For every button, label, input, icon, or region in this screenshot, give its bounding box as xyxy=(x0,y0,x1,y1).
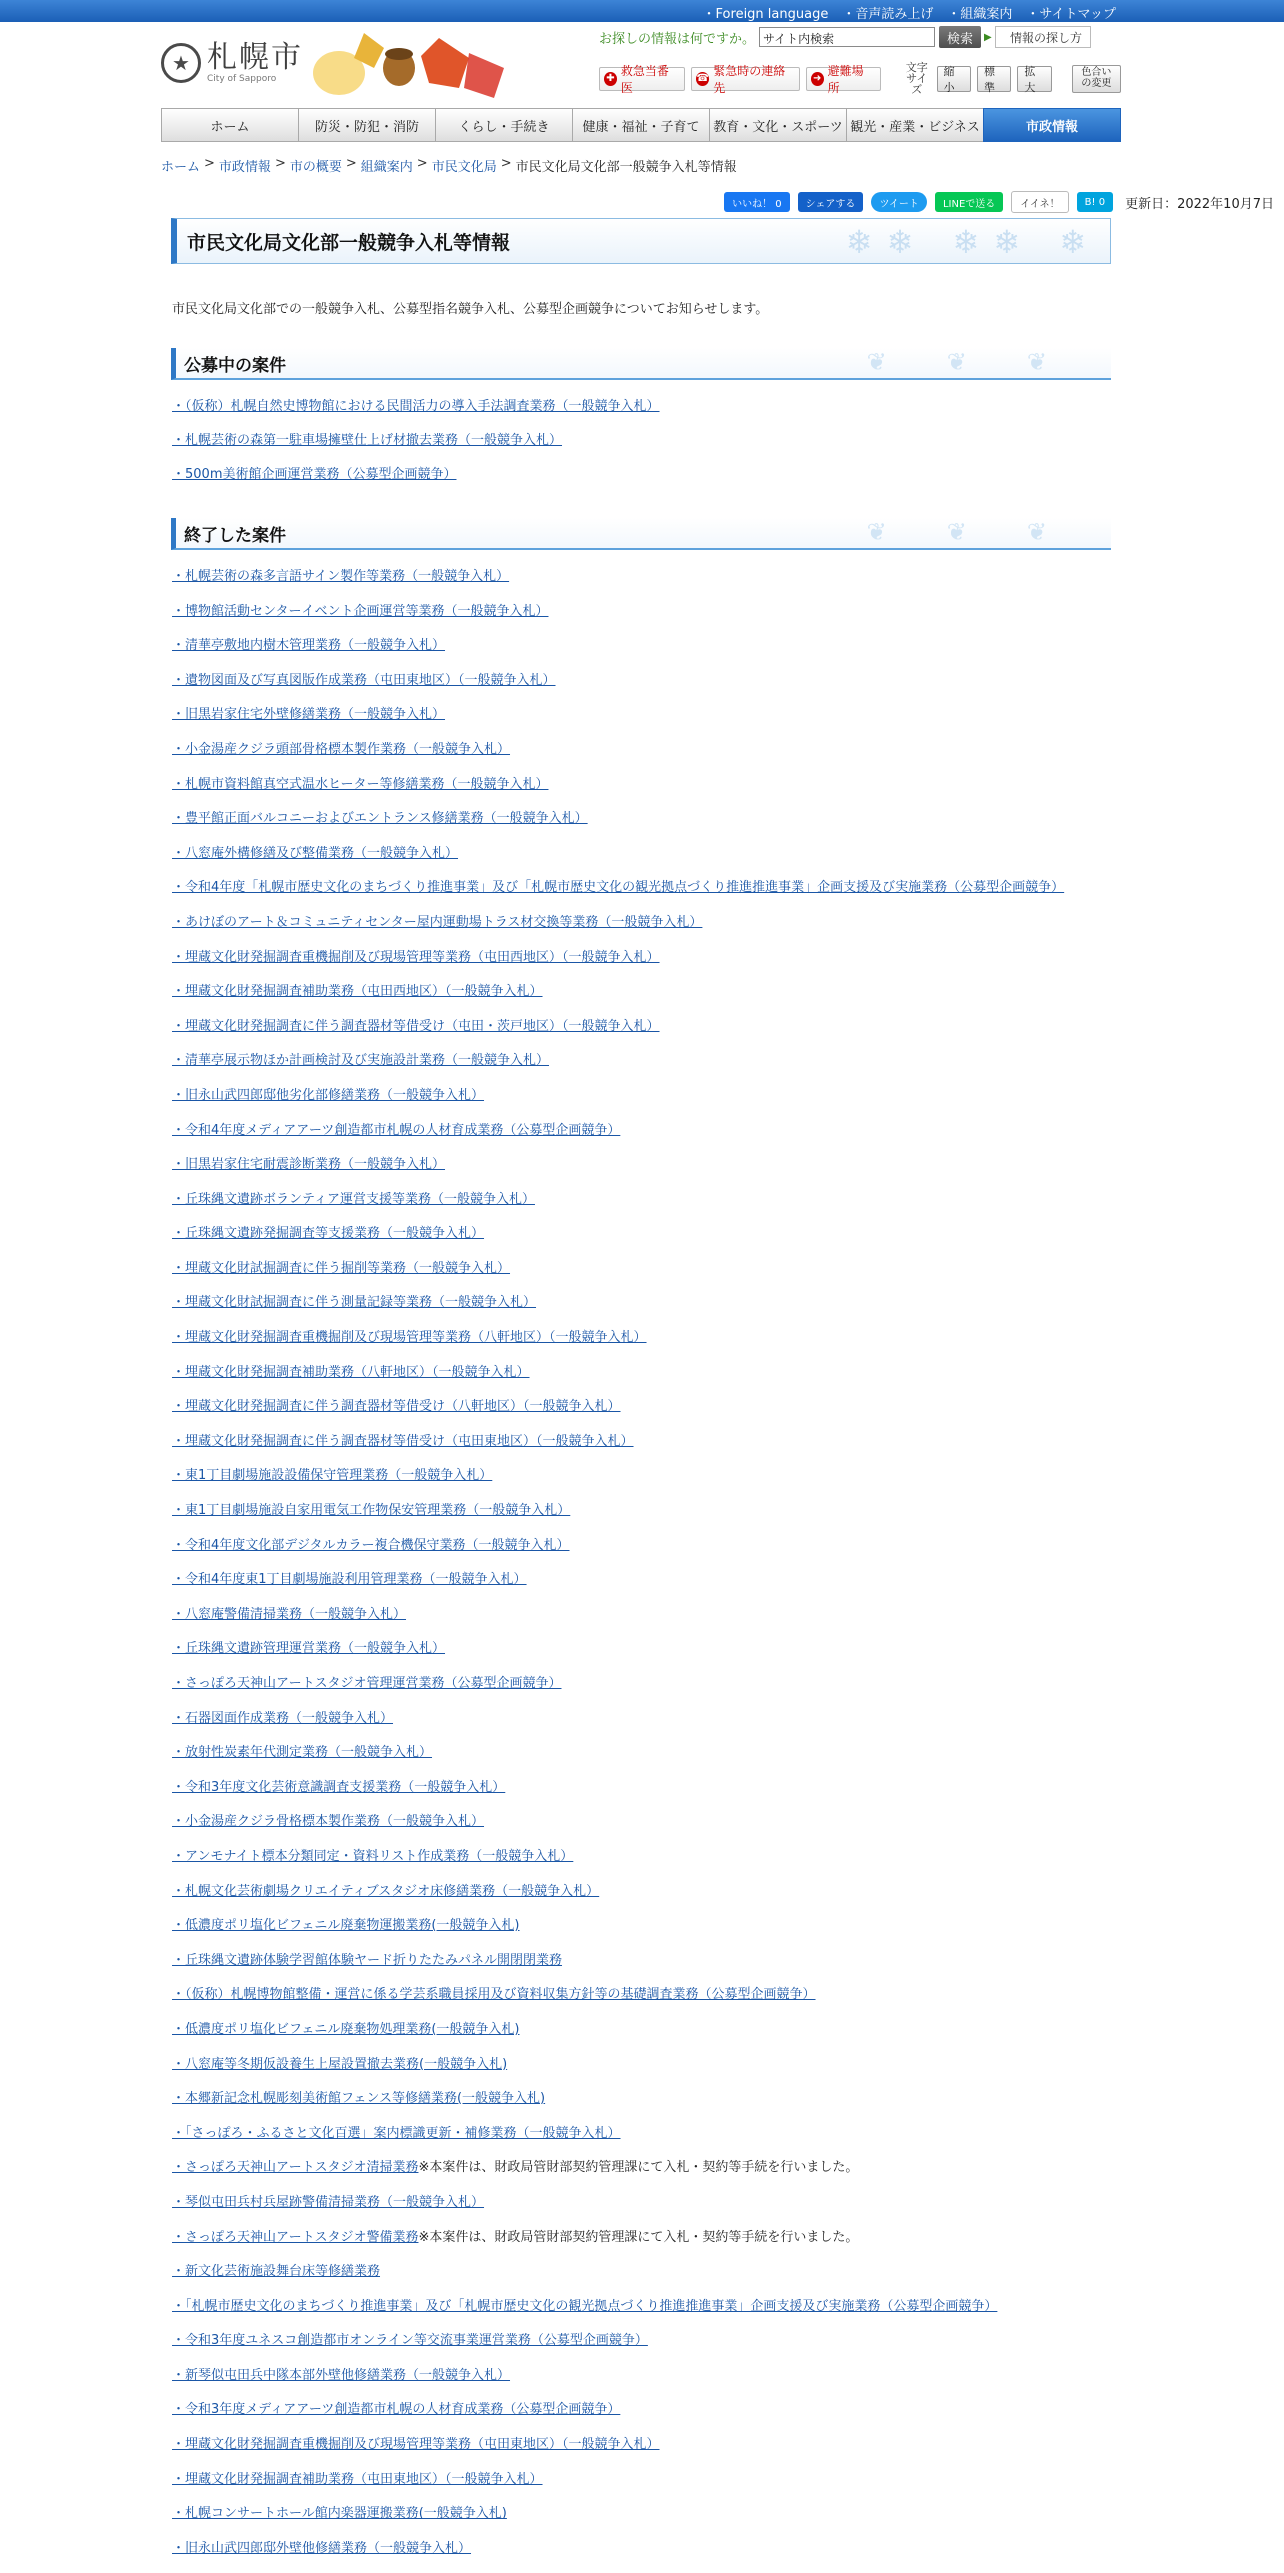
utility-link[interactable]: ・ Foreign language xyxy=(703,3,829,22)
closed-item-link[interactable]: ・埋蔵文化財発掘調査に伴う調査器材等借受け（屯田東地区）（一般競争入札） xyxy=(172,1433,634,1449)
utility-link[interactable]: ・ 音声読み上げ xyxy=(842,3,933,22)
facebook-share-button[interactable]: シェアする xyxy=(798,192,864,212)
closed-item-link[interactable]: ・埋蔵文化財発掘調査重機掘削及び現場管理等業務（屯田東地区）（一般競争入札） xyxy=(172,2437,660,2453)
nav-item[interactable]: 観光・産業・ビジネス xyxy=(846,108,983,142)
list-item xyxy=(172,1916,1112,1936)
nav-item[interactable]: ホーム xyxy=(161,108,298,142)
open-item-link[interactable]: ・500m美術館企画運営業務（公募型企画競争） xyxy=(172,467,457,482)
closed-item-link[interactable]: ・丘珠縄文遺跡ボランティア運営支援等業務（一般競争入札） xyxy=(172,1191,535,1207)
closed-item-link[interactable]: ・埋蔵文化財試掘調査に伴う掘削等業務（一般競争入札） xyxy=(172,1260,511,1276)
search-prompt: お探しの情報は何ですか。 xyxy=(599,31,756,47)
list-item xyxy=(172,2124,1112,2144)
logo-ja: 札幌市 xyxy=(207,40,303,75)
closed-item-link[interactable]: ・さっぽろ天神山アートスタジオ管理運営業務（公募型企画競争） xyxy=(172,1676,562,1691)
closed-item-link[interactable]: ・低濃度ポリ塩化ビフェニル廃棄物運搬業務(一般競争入札) xyxy=(172,1918,520,1934)
list-item xyxy=(172,1121,1112,1141)
section-closed-heading: 終了した案件 ❦❦❦ xyxy=(171,518,1111,550)
evacuation-icon: ➜ xyxy=(811,72,824,86)
closed-item-link[interactable]: ・新琴似屯田兵中隊本部外壁他修繕業務（一般競争入札） xyxy=(172,2367,511,2383)
nav-item[interactable]: 防災・防犯・消防 xyxy=(298,108,435,142)
closed-item-link[interactable]: ・令和4年度メディアアーツ創造都市札幌の人材育成業務（公募型企画競争） xyxy=(172,1122,621,1138)
facebook-like-button[interactable]: いいね！ 0 xyxy=(724,192,790,212)
closed-item-link[interactable]: ・埋蔵文化財試掘調査に伴う測量記録等業務（一般競争入札） xyxy=(172,1295,537,1311)
list-item xyxy=(172,636,1112,656)
list-item xyxy=(172,1051,1112,1071)
list-item xyxy=(172,2435,1112,2455)
list-item xyxy=(172,982,1112,1002)
list-item xyxy=(172,1397,1112,1417)
text-size-label: 文字サイズ xyxy=(905,61,928,96)
closed-item-link[interactable]: ・アンモナイト標本分類同定・資料リスト作成業務（一般競争入札） xyxy=(172,1848,574,1864)
search-button[interactable]: 検索 xyxy=(939,26,981,48)
list-item xyxy=(172,431,1112,451)
breadcrumb-separator: > xyxy=(416,156,428,171)
breadcrumb xyxy=(161,156,1121,175)
updated-date: 更新日：2022年10月7日 xyxy=(1125,196,1274,212)
closed-item-link[interactable]: ・石器図面作成業務（一般競争入札） xyxy=(172,1710,394,1726)
page-title: 市民文化局文化部一般競争入札等情報 ❄❄ ❄❄ ❄ xyxy=(171,218,1111,264)
list-item xyxy=(172,948,1112,968)
closed-item-link[interactable]: ・さっぽろ天神山アートスタジオ清掃業務 xyxy=(172,2160,419,2176)
closed-item-link[interactable]: ・令和4年度文化部デジタルカラー複合機保守業務（一般競争入札） xyxy=(172,1537,570,1553)
nav-item[interactable]: 市政情報 xyxy=(983,108,1121,142)
intro-text: 市民文化局文化部での一般競争入札、公募型指名競争入札、公募型企画競争についてお知らせします。 xyxy=(172,302,769,317)
snowflake-decoration-icon: ❄❄ ❄❄ ❄ xyxy=(845,223,1100,261)
list-item xyxy=(172,1709,1112,1729)
list-item xyxy=(172,809,1112,829)
utility-bar xyxy=(0,0,1284,22)
list-item xyxy=(172,1293,1112,1313)
logo-en: City of Sapporo xyxy=(207,74,277,84)
list-item xyxy=(172,567,1112,587)
list-item xyxy=(172,1328,1112,1348)
list-item xyxy=(172,1224,1112,1244)
list-item xyxy=(172,2366,1112,2386)
list-item xyxy=(172,1570,1112,1590)
open-item-link[interactable]: ・札幌芸術の森第一駐車場擁壁仕上げ材撤去業務（一般競争入札） xyxy=(172,433,563,448)
closed-item-link[interactable]: ・さっぽろ天神山アートスタジオ警備業務 xyxy=(172,2229,419,2245)
item-note: ※本案件は、財政局管財部契約管理課にて入札・契約等手続を行いました。 xyxy=(418,2160,859,2176)
list-item xyxy=(172,740,1112,760)
closed-item-link[interactable]: ・丘珠縄文遺跡発掘調査等支援業務（一般競争入札） xyxy=(172,1226,485,1242)
hatena-bookmark-button[interactable]: B! 0 xyxy=(1077,192,1113,212)
nav-item[interactable]: くらし・手続き xyxy=(435,108,572,142)
list-item xyxy=(172,2504,1112,2524)
emergency-contact-button[interactable]: ☎ 緊急時の連絡先 xyxy=(691,67,799,91)
search-area xyxy=(599,26,1091,48)
list-item xyxy=(172,602,1112,622)
list-item xyxy=(172,1086,1112,1106)
closed-item-link[interactable]: ・埋蔵文化財発掘調査重機掘削及び現場管理等業務（八軒地区）（一般競争入札） xyxy=(172,1330,647,1346)
nav-item[interactable]: 教育・文化・スポーツ xyxy=(709,108,846,142)
closed-item-link[interactable]: ・「札幌市歴史文化のまちづくり推進事業」及び「札幌市歴史文化の観光拠点づくり推進推進事業」企画支援及び実施業務（公募型企画競争） xyxy=(172,2298,998,2314)
list-item xyxy=(172,1190,1112,1210)
evacuation-button[interactable]: ➜ 避難場所 xyxy=(806,67,881,91)
tweet-button[interactable]: ツイート xyxy=(871,192,927,212)
list-item xyxy=(172,844,1112,864)
autumn-leaves-icon xyxy=(309,28,509,108)
breadcrumb-link[interactable]: 市の概要 xyxy=(289,160,342,175)
closed-item-link[interactable]: ・令和3年度メディアアーツ創造都市札幌の人材育成業務（公募型企画競争） xyxy=(172,2402,621,2418)
list-item xyxy=(172,2228,1112,2248)
open-item-link[interactable]: ・（仮称）札幌自然史博物館における民間活力の導入手法調査業務（一般競争入札） xyxy=(172,399,660,414)
closed-item-link[interactable]: ・札幌文化芸術劇場クリエイティブスタジオ床修繕業務（一般競争入札） xyxy=(172,1883,600,1899)
closed-item-link[interactable]: ・東1丁目劇場施設設備保守管理業務（一般競争入札） xyxy=(172,1468,493,1484)
list-item xyxy=(172,2262,1112,2282)
section-open-heading: 公募中の案件 ❦❦❦ xyxy=(171,348,1111,380)
closed-item-link[interactable]: ・札幌市資料館真空式温水ヒーター等修繕業務（一般競争入札） xyxy=(172,776,549,792)
list-item xyxy=(172,775,1112,795)
global-nav xyxy=(161,108,1121,144)
list-item xyxy=(172,1363,1112,1383)
site-logo[interactable] xyxy=(161,42,303,84)
list-item xyxy=(172,1812,1112,1832)
list-item xyxy=(172,1847,1112,1867)
closed-item-link[interactable]: ・旧黒岩家住宅外壁修繕業務（一般競争入札） xyxy=(172,707,446,723)
closed-item-link[interactable]: ・札幌芸術の森多言語サイン製作等業務（一般競争入札） xyxy=(172,569,510,584)
site-header xyxy=(161,22,1121,108)
closed-items-list xyxy=(172,567,1112,2573)
search-input[interactable]: サイト内検索 xyxy=(759,27,935,47)
share-row xyxy=(324,191,1284,213)
list-item xyxy=(172,878,1112,898)
list-item xyxy=(172,1882,1112,1902)
text-size-large-button[interactable]: 拡大 xyxy=(1017,66,1051,92)
breadcrumb-link[interactable]: ホーム xyxy=(161,160,201,175)
closed-item-link[interactable]: ・埋蔵文化財発掘調査補助業務（屯田東地区）（一般競争入札） xyxy=(172,2471,543,2487)
closed-item-link[interactable]: ・丘珠縄文遺跡管理運営業務（一般競争入札） xyxy=(172,1641,446,1657)
list-item xyxy=(172,1155,1112,1175)
list-item xyxy=(172,2020,1112,2040)
emergency-row xyxy=(599,62,1121,95)
list-item xyxy=(172,2470,1112,2490)
closed-item-link[interactable]: ・新文化芸術施設舞台床等修繕業務 xyxy=(172,2264,381,2280)
breadcrumb-separator: > xyxy=(345,156,357,171)
text-size-small-button[interactable]: 縮小 xyxy=(937,66,971,92)
closed-item-link[interactable]: ・（仮称）札幌博物館整備・運営に係る学芸系職員採用及び資料収集方針等の基礎調査業務（公募型企画競争） xyxy=(172,1987,816,2003)
closed-item-link[interactable]: ・埋蔵文化財発掘調査補助業務（屯田西地区）（一般競争入札） xyxy=(172,984,543,1000)
closed-item-link[interactable]: ・旧永山武四郎邸他劣化部修繕業務（一般競争入札） xyxy=(172,1087,485,1103)
closed-item-link[interactable]: ・八窓庵外構修繕及び整備業務（一般競争入札） xyxy=(172,845,459,861)
closed-item-link[interactable]: ・あけぼのアート＆コミュニティセンター屋内運動場トラス材交換等業務（一般競争入札） xyxy=(172,914,703,930)
breadcrumb-current: 市民文化局文化部一般競争入札等情報 xyxy=(515,160,737,175)
phone-icon: ☎ xyxy=(696,73,709,84)
info-finder-link[interactable]: ▶ 情報の探し方 xyxy=(995,26,1091,48)
color-change-button[interactable]: 色合いの変更 xyxy=(1072,65,1121,93)
closed-item-link[interactable]: ・埋蔵文化財発掘調査重機掘削及び現場管理等業務（屯田西地区）（一般競争入札） xyxy=(172,949,660,965)
closed-item-link[interactable]: ・小金湯産クジラ頭部骨格標本製作業務（一般競争入札） xyxy=(172,741,511,757)
list-item xyxy=(172,2055,1112,2075)
closed-item-link[interactable]: ・「さっぽろ・ふるさと文化百選」案内標識更新・補修業務（一般競争入札） xyxy=(172,2125,621,2141)
list-item xyxy=(172,2297,1112,2317)
line-share-button[interactable]: LINEで送る xyxy=(935,192,1003,212)
list-item xyxy=(172,1985,1112,2005)
open-items-list xyxy=(172,397,1112,485)
leaf-decoration-icon: ❦❦❦ xyxy=(866,518,1107,546)
list-item xyxy=(172,2193,1112,2213)
closed-item-link[interactable]: ・埋蔵文化財発掘調査に伴う調査器材等借受け（八軒地区）（一般競争入札） xyxy=(172,1399,621,1415)
utility-link[interactable]: ・ 組織案内 xyxy=(947,3,1012,22)
list-item xyxy=(172,465,1112,485)
closed-item-link[interactable]: ・低濃度ポリ塩化ビフェニル廃棄物処理業務(一般競争入札) xyxy=(172,2021,520,2037)
list-item xyxy=(172,913,1112,933)
list-item xyxy=(172,2539,1112,2559)
list-item xyxy=(172,1466,1112,1486)
closed-item-link[interactable]: ・放射性炭素年代測定業務（一般競争入札） xyxy=(172,1745,433,1761)
list-item xyxy=(172,2331,1112,2351)
list-item xyxy=(172,1778,1112,1798)
breadcrumb-separator: > xyxy=(274,156,286,171)
utility-link[interactable]: ・ サイトマップ xyxy=(1026,3,1116,22)
breadcrumb-link[interactable]: 市民文化局 xyxy=(431,160,497,175)
list-item xyxy=(172,1743,1112,1763)
closed-item-link[interactable]: ・令和3年度文化芸術意識調査支援業務（一般競争入札） xyxy=(172,1779,506,1795)
closed-item-link[interactable]: ・清華亭敷地内樹木管理業務（一般競争入札） xyxy=(172,638,446,654)
closed-item-link[interactable]: ・本郷新記念札幌彫刻美術館フェンス等修繕業務(一般競争入札) xyxy=(172,2091,546,2107)
list-item xyxy=(172,2400,1112,2420)
list-item xyxy=(172,705,1112,725)
closed-item-link[interactable]: ・埋蔵文化財発掘調査補助業務（八軒地区）（一般競争入札） xyxy=(172,1364,530,1380)
list-item xyxy=(172,1501,1112,1521)
closed-item-link[interactable]: ・丘珠縄文遺跡体験学習館体験ヤード折りたたみパネル開閉閉業務 xyxy=(172,1952,563,1968)
closed-item-link[interactable]: ・遺物図面及び写真図版作成業務（屯田東地区）（一般競争入札） xyxy=(172,672,556,688)
list-item xyxy=(172,671,1112,691)
nav-item[interactable]: 健康・福祉・子育て xyxy=(572,108,709,142)
closed-item-link[interactable]: ・琴似屯田兵村兵屋跡警備清掃業務（一般競争入札） xyxy=(172,2194,485,2210)
list-item xyxy=(172,1639,1112,1659)
closed-item-link[interactable]: ・博物館活動センターイベント企画運営等業務（一般競争入札） xyxy=(172,603,549,619)
closed-item-link[interactable]: ・埋蔵文化財発掘調査に伴う調査器材等借受け（屯田・茨戸地区）（一般競争入札） xyxy=(172,1018,660,1034)
list-item xyxy=(172,1951,1112,1971)
medical-icon: ✚ xyxy=(604,72,617,86)
list-item xyxy=(172,1017,1112,1037)
closed-item-link[interactable]: ・令和3年度ユネスコ創造都市オンライン等交流事業運営業務（公募型企画競争） xyxy=(172,2333,648,2349)
closed-item-link[interactable]: ・清華亭展示物ほか計画検討及び実施設計業務（一般競争入札） xyxy=(172,1053,550,1069)
closed-item-link[interactable]: ・小金湯産クジラ骨格標本製作業務（一般競争入札） xyxy=(172,1814,485,1830)
breadcrumb-link[interactable]: 市政情報 xyxy=(218,160,271,175)
list-item xyxy=(172,1536,1112,1556)
text-size-normal-button[interactable]: 標準 xyxy=(977,66,1011,92)
closed-item-link[interactable]: ・令和4年度「札幌市歴史文化のまちづくり推進事業」及び「札幌市歴史文化の観光拠点づくり推進推進事業」企画支援及び実施業務（公募型企画競争） xyxy=(172,880,1065,896)
list-item xyxy=(172,2158,1112,2178)
closed-item-link[interactable]: ・豊平館正面バルコニーおよびエントランス修繕業務（一般競争入札） xyxy=(172,811,588,827)
item-note: ※本案件は、財政局管財部契約管理課にて入札・契約等手続を行いました。 xyxy=(418,2229,859,2245)
city-emblem-icon: ★ xyxy=(161,43,201,83)
closed-item-link[interactable]: ・旧黒岩家住宅耐震診断業務（一般競争入札） xyxy=(172,1157,446,1173)
list-item xyxy=(172,397,1112,417)
closed-item-link[interactable]: ・八窓庵警備清掃業務（一般競争入札） xyxy=(172,1606,407,1622)
list-item xyxy=(172,2089,1112,2109)
breadcrumb-link[interactable]: 組織案内 xyxy=(360,160,413,175)
closed-item-link[interactable]: ・札幌コンサートホール館内楽器運搬業務(一般競争入札) xyxy=(172,2506,507,2522)
closed-item-link[interactable]: ・令和4年度東1丁目劇場施設利用管理業務（一般競争入札） xyxy=(172,1572,527,1588)
breadcrumb-separator: > xyxy=(204,156,215,171)
list-item xyxy=(172,1259,1112,1279)
closed-item-link[interactable]: ・旧永山武四郎邸外壁他修繕業務（一般競争入札） xyxy=(172,2540,472,2556)
list-item xyxy=(172,1674,1112,1694)
breadcrumb-separator: > xyxy=(500,156,512,171)
list-item xyxy=(172,1605,1112,1625)
list-item xyxy=(172,1432,1112,1452)
utility-links xyxy=(703,3,1116,22)
leaf-decoration-icon: ❦❦❦ xyxy=(866,348,1107,376)
closed-item-link[interactable]: ・八窓庵等冬期仮設養生上屋設置撤去業務(一般競争入札) xyxy=(172,2056,508,2072)
emergency-doctor-button[interactable]: ✚ 救急当番医 xyxy=(599,67,685,91)
closed-item-link[interactable]: ・東1丁目劇場施設自家用電気工作物保安管理業務（一般競争入札） xyxy=(172,1503,571,1519)
mixi-like-button[interactable]: イイネ！ xyxy=(1011,191,1068,213)
